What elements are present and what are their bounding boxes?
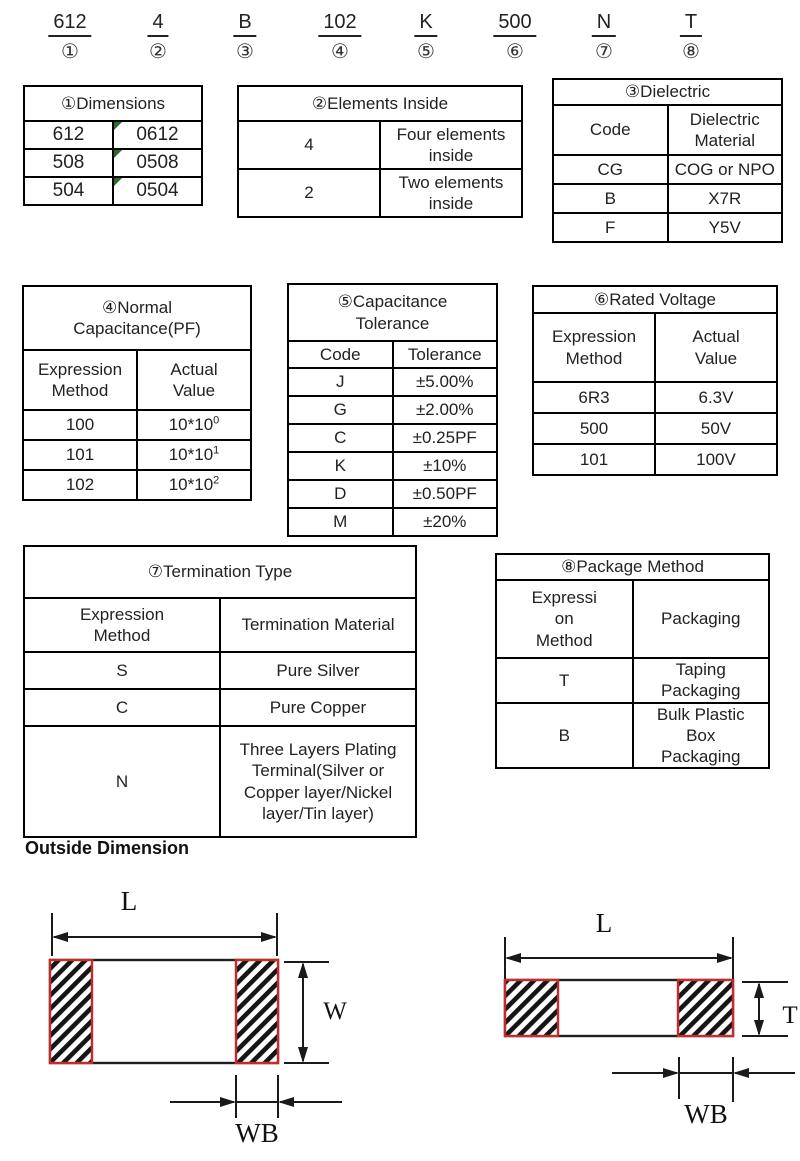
cell-text: on	[554, 609, 574, 629]
length-dimension	[505, 937, 733, 980]
termination-type-table	[23, 545, 417, 838]
exponent: 1	[213, 444, 220, 457]
table-row	[23, 410, 251, 440]
cell-text: 10*10	[168, 475, 214, 495]
table-header-row	[533, 313, 777, 382]
arrowhead-right-icon	[717, 953, 733, 963]
cell: 100V	[655, 444, 777, 475]
code-value: T	[680, 10, 702, 37]
table-row	[24, 149, 202, 177]
cell-text: 10*10	[168, 415, 214, 435]
column-header	[655, 313, 777, 382]
cell	[633, 703, 770, 769]
cell: C	[24, 689, 220, 726]
cell-text: 0504	[136, 180, 179, 202]
code-value: 4	[147, 10, 168, 37]
code-value: 102	[318, 10, 361, 37]
cell: Pure Silver	[220, 652, 416, 689]
arrowhead-left-icon	[505, 953, 521, 963]
code-value: 612	[48, 10, 91, 37]
cell: M	[288, 508, 393, 536]
table-row	[288, 452, 497, 480]
table-header-row	[553, 105, 782, 155]
length-dimension	[52, 913, 277, 956]
column-header	[668, 105, 783, 155]
part-code-segment-1	[48, 10, 91, 63]
table-title: ①Dimensions	[24, 86, 202, 121]
table-header-row	[288, 341, 497, 368]
column-header	[24, 598, 220, 652]
length-label: L	[595, 908, 613, 938]
cell	[220, 726, 416, 837]
cell: 6R3	[533, 382, 655, 413]
code-value: K	[414, 10, 437, 37]
part-code-segment-4	[318, 10, 361, 63]
cell: ±10%	[393, 452, 498, 480]
table-header-row	[496, 580, 769, 658]
table-row	[24, 177, 202, 205]
part-code-segment-5	[414, 10, 437, 63]
cell: 101	[23, 440, 137, 470]
cell-text: ⑤Capacitance Tolerance	[337, 292, 448, 333]
normal-capacitance-table	[22, 285, 252, 501]
table-row	[496, 658, 769, 703]
circled-index: ②	[149, 41, 167, 63]
cell: 500	[533, 413, 655, 444]
table-row	[238, 121, 522, 169]
column-header	[23, 350, 137, 410]
cell: D	[288, 480, 393, 508]
table-row	[553, 213, 782, 242]
cell-text: Expression Method	[79, 604, 165, 645]
cell-text: Three Layers Plating Terminal(Silver or Copper layer/Nickel layer/Tin layer)	[239, 740, 397, 823]
table-row	[288, 424, 497, 452]
cell: N	[24, 726, 220, 837]
part-code-segment-2	[147, 10, 168, 63]
table-title: ⑦Termination Type	[24, 546, 416, 598]
exponent: 0	[213, 414, 220, 427]
left-terminal	[505, 980, 558, 1036]
width-label: W	[323, 998, 347, 1025]
circled-index: ⑥	[506, 41, 524, 63]
cell-text: ④Normal Capacitance(PF)	[73, 297, 201, 338]
code-value: N	[592, 10, 616, 37]
table-header-row	[23, 350, 251, 410]
thickness-dimension	[742, 982, 788, 1036]
table-title: ②Elements Inside	[238, 86, 522, 121]
circled-index: ①	[61, 41, 79, 63]
table-row	[24, 726, 416, 837]
arrowhead-left-icon	[733, 1068, 749, 1078]
cell: 2	[238, 169, 380, 217]
comment-marker-icon	[114, 178, 122, 186]
cell: Two elements inside	[380, 169, 522, 217]
table-title: ③Dielectric	[553, 79, 782, 105]
table-row	[238, 169, 522, 217]
left-terminal	[50, 960, 92, 1063]
right-terminal	[236, 960, 278, 1063]
circled-index: ⑦	[595, 41, 613, 63]
chip-top-view-drawing	[30, 878, 350, 1160]
cell: Four elements inside	[380, 121, 522, 169]
cell: J	[288, 368, 393, 396]
cell: 101	[533, 444, 655, 475]
cell	[113, 121, 202, 149]
band-dimension	[170, 1075, 342, 1118]
cell: 612	[24, 121, 113, 149]
table-row	[23, 470, 251, 500]
cell-text: Expression Method	[37, 359, 123, 400]
code-value: B	[233, 10, 256, 37]
part-code-segment-7	[592, 10, 616, 63]
cell-text: Expressi	[531, 588, 597, 608]
cell: S	[24, 652, 220, 689]
cell: 50V	[655, 413, 777, 444]
table-row	[553, 155, 782, 184]
column-header: Code	[553, 105, 668, 155]
cell: K	[288, 452, 393, 480]
cell-text: 10*10	[168, 445, 214, 465]
cell: Pure Copper	[220, 689, 416, 726]
rated-voltage-table	[532, 285, 778, 476]
cell: 508	[24, 149, 113, 177]
code-value: 500	[493, 10, 536, 37]
cell-text: Actual Value	[692, 327, 740, 368]
cell	[113, 149, 202, 177]
length-label: L	[120, 886, 138, 916]
table-row	[533, 382, 777, 413]
capacitance-tolerance-table	[287, 283, 498, 537]
table-row	[24, 652, 416, 689]
cell-text: Expression Method	[551, 327, 637, 368]
part-code-segment-8	[680, 10, 702, 63]
cell-text: 0508	[136, 152, 179, 174]
cell: G	[288, 396, 393, 424]
table-row	[23, 440, 251, 470]
cell: B	[553, 184, 668, 213]
table-row	[288, 396, 497, 424]
arrowhead-left-icon	[278, 1097, 294, 1107]
package-method-table	[495, 553, 770, 769]
column-header	[496, 580, 633, 658]
cell: ±5.00%	[393, 368, 498, 396]
cell: ±20%	[393, 508, 498, 536]
band-label: WB	[684, 1099, 728, 1129]
cell: B	[496, 703, 633, 769]
arrowhead-up-icon	[298, 962, 308, 978]
cell: 4	[238, 121, 380, 169]
cell: ±0.50PF	[393, 480, 498, 508]
table-row	[533, 413, 777, 444]
exponent: 2	[213, 474, 220, 487]
arrowhead-right-icon	[663, 1068, 679, 1078]
cell: 504	[24, 177, 113, 205]
cell: CG	[553, 155, 668, 184]
arrowhead-down-icon	[298, 1047, 308, 1063]
circled-index: ⑧	[682, 41, 700, 63]
table-row	[288, 368, 497, 396]
table-title: ⑥Rated Voltage	[533, 286, 777, 313]
cell: 100	[23, 410, 137, 440]
circled-index: ⑤	[417, 41, 435, 63]
column-header: Tolerance	[393, 341, 498, 368]
comment-marker-icon	[114, 122, 122, 130]
cell: 102	[23, 470, 137, 500]
table-title	[23, 286, 251, 350]
column-header: Packaging	[633, 580, 770, 658]
arrowhead-down-icon	[754, 1020, 764, 1036]
cell-text: Bulk Plastic Box Packaging	[656, 704, 745, 766]
table-row	[24, 689, 416, 726]
table-row	[24, 121, 202, 149]
table-title	[288, 284, 497, 341]
cell: X7R	[668, 184, 783, 213]
elements-inside-table	[237, 85, 523, 218]
column-header: Termination Material	[220, 598, 416, 652]
cell	[137, 440, 251, 470]
dielectric-table	[552, 78, 783, 243]
thickness-label: T	[782, 1002, 798, 1029]
table-row	[288, 508, 497, 536]
circled-index: ④	[331, 41, 349, 63]
arrowhead-left-icon	[52, 932, 68, 942]
cell	[113, 177, 202, 205]
column-header	[137, 350, 251, 410]
comment-marker-icon	[114, 150, 122, 158]
cell: ±0.25PF	[393, 424, 498, 452]
right-terminal	[678, 980, 733, 1036]
arrowhead-up-icon	[754, 982, 764, 998]
table-header-row	[24, 598, 416, 652]
cell: C	[288, 424, 393, 452]
band-label: WB	[235, 1118, 279, 1148]
cell	[137, 470, 251, 500]
cell-text: 0612	[136, 124, 179, 146]
cell: COG or NPO	[668, 155, 783, 184]
circled-index: ③	[236, 41, 254, 63]
table-row	[553, 184, 782, 213]
cell: 6.3V	[655, 382, 777, 413]
cell-text: Method	[535, 630, 593, 650]
table-row	[288, 480, 497, 508]
cell	[137, 410, 251, 440]
table-title: ⑧Package Method	[496, 554, 769, 580]
cell: F	[553, 213, 668, 242]
table-row	[533, 444, 777, 475]
outside-dimension-heading: Outside Dimension	[25, 838, 190, 858]
band-dimension	[612, 1057, 795, 1102]
column-header: Code	[288, 341, 393, 368]
dimensions-table	[23, 85, 203, 206]
cell-text: Dielectric Material	[689, 109, 760, 150]
cell: T	[496, 658, 633, 703]
cell: Taping Packaging	[633, 658, 770, 703]
part-code-segment-3	[233, 10, 256, 63]
cell: Y5V	[668, 213, 783, 242]
arrowhead-right-icon	[220, 1097, 236, 1107]
cell: ±2.00%	[393, 396, 498, 424]
arrowhead-right-icon	[261, 932, 277, 942]
chip-side-view-drawing	[470, 880, 800, 1130]
part-code-segment-6	[493, 10, 536, 63]
table-row	[496, 703, 769, 769]
column-header	[533, 313, 655, 382]
cell-text: Actual Value	[170, 359, 218, 400]
